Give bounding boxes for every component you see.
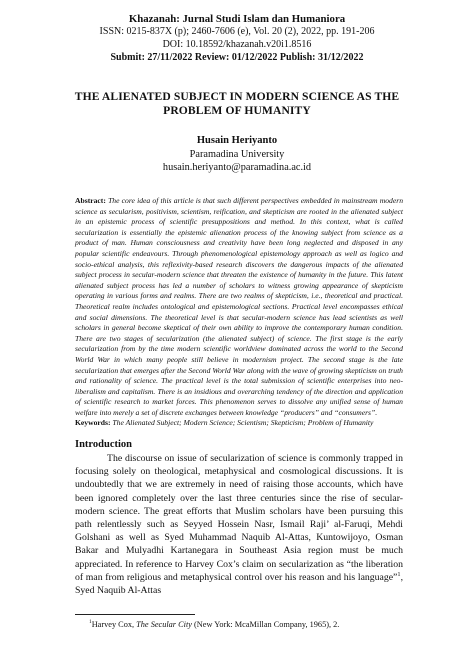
footnote-number: 1 — [89, 619, 92, 626]
footnote-author: Harvey Cox, — [91, 620, 137, 629]
footnote-divider — [75, 614, 195, 615]
journal-header — [0, 12, 474, 64]
footnote — [75, 619, 403, 630]
article-title: THE ALIENATED SUBJECT IN MODERN SCIENCE AS THE PROBLEM OF HUMANITY — [74, 90, 400, 117]
author-name: Husain Heriyanto — [196, 135, 278, 146]
abstract-label: Abstract: — [75, 196, 106, 205]
section-heading-introduction: Introduction — [75, 439, 132, 450]
author-affiliation: Paramadina University — [189, 149, 285, 160]
abstract-text: The core idea of this article is that such different perspectives embedded in mainstream modern science as secularism, positivism, scientism, reification, and skepticism are rooted in the alienated subject in an epistemic process of scientific presuppositions and method. In this context, what is called secularization is essentially the epistemic alienation process of the knowing subject from science as a product of man. Human consciousness and creativity have been long neglected and disposed in any popular scientific endeavours. Through phenomenological epistemology approach as well as logico and socio-ethical analysis, this reflexivity-based research discovers the dangerous impacts of the alienated subject process in secular-modern science that threaten the existence of humanity in the future. This latent alienated subject process has led a number of scholars to witness growing appearance of skepticism operating in various forms and realms. There are two realms of skepticism, i.e., theoretical and practical. Theoretical realm includes ontological and epistemological sections. Practical level encompasses ethical and social dimensions. The theoretical level is that secular-modern science has lead scientists as well scholars in general become skeptical of their own ability to improve the contemporary human condition. There are two stages of secularization (the alienated subject) of science. The first stage is the early secularization from by the time modern scientific worldview dominated across the world to the Second World War in which many people still believe in modernism project. The second stage is the late secularization that emerges after the Second World War along with the wave of growing skepticism on truth and rationality of science. The practical level is the total submission of scientific enterprises into neo-liberalism and capitalism. There is an insidious and overarching tendency of the direction and application of scientific research to market forces. This phenomenon serves to dissolve any unified sense of human welfare into merely a set of discrete exchanges between knowledge “producers” and “consumers”. — [75, 196, 403, 417]
journal-name: Khazanah: Jurnal Studi Islam dan Humaniora — [128, 13, 346, 25]
introduction-text: The discourse on issue of secularization of science is commonly trapped in focusing solely on theological, metaphysical and cosmological discussions. It is undoubtedly that we are extremely in need of raising those accounts, which have been ignored completely over the last three centuries since the rise of secular-modern science. The great efforts that Muslim scholars have been pursuing this path relentlessly such as Seyyed Hossein Nasr, Ismail Raji’ al-Faruqi, Mehdi Golshani as well as Syed Muhammad Naquib Al-Attas, Kuntowijoyo, Osman Bakar and Mulyadhi Kartanegara in Southeast Asia region must be much appreciated. In reference to Harvey Cox’s claim on secularization as “the liberation of man from religious and metaphysical control over his reason and his language” — [75, 453, 403, 583]
keywords-label: Keywords: — [75, 418, 111, 428]
author-email[interactable]: husain.heriyanto@paramadina.ac.id — [162, 162, 312, 173]
footnote-book-title: The Secular City — [136, 620, 192, 629]
abstract-block — [75, 196, 403, 429]
footnote-publisher: (New York: McaMillan Company, 1965), 2. — [191, 620, 340, 629]
footnote-reference[interactable]: 1 — [397, 570, 401, 578]
keywords-text: The Alienated Subject; Modern Science; Scientism; Skepticism; Problem of Humanity — [112, 418, 374, 428]
submission-dates: Submit: 27/11/2022 Review: 01/12/2022 Publish: 31/12/2022 — [110, 52, 364, 63]
introduction-paragraph — [75, 452, 403, 597]
issn-line: ISSN: 0215-837X (p); 2460-7606 (e), Vol. 20 (2), 2022, pp. 191-206 — [99, 26, 375, 37]
introduction-text-tail: , Syed Naquib Al-Attas — [75, 571, 403, 597]
doi-line: DOI: 10.18592/khazanah.v20i1.8516 — [162, 38, 312, 50]
author-block — [0, 134, 474, 174]
keywords-line — [75, 418, 403, 429]
